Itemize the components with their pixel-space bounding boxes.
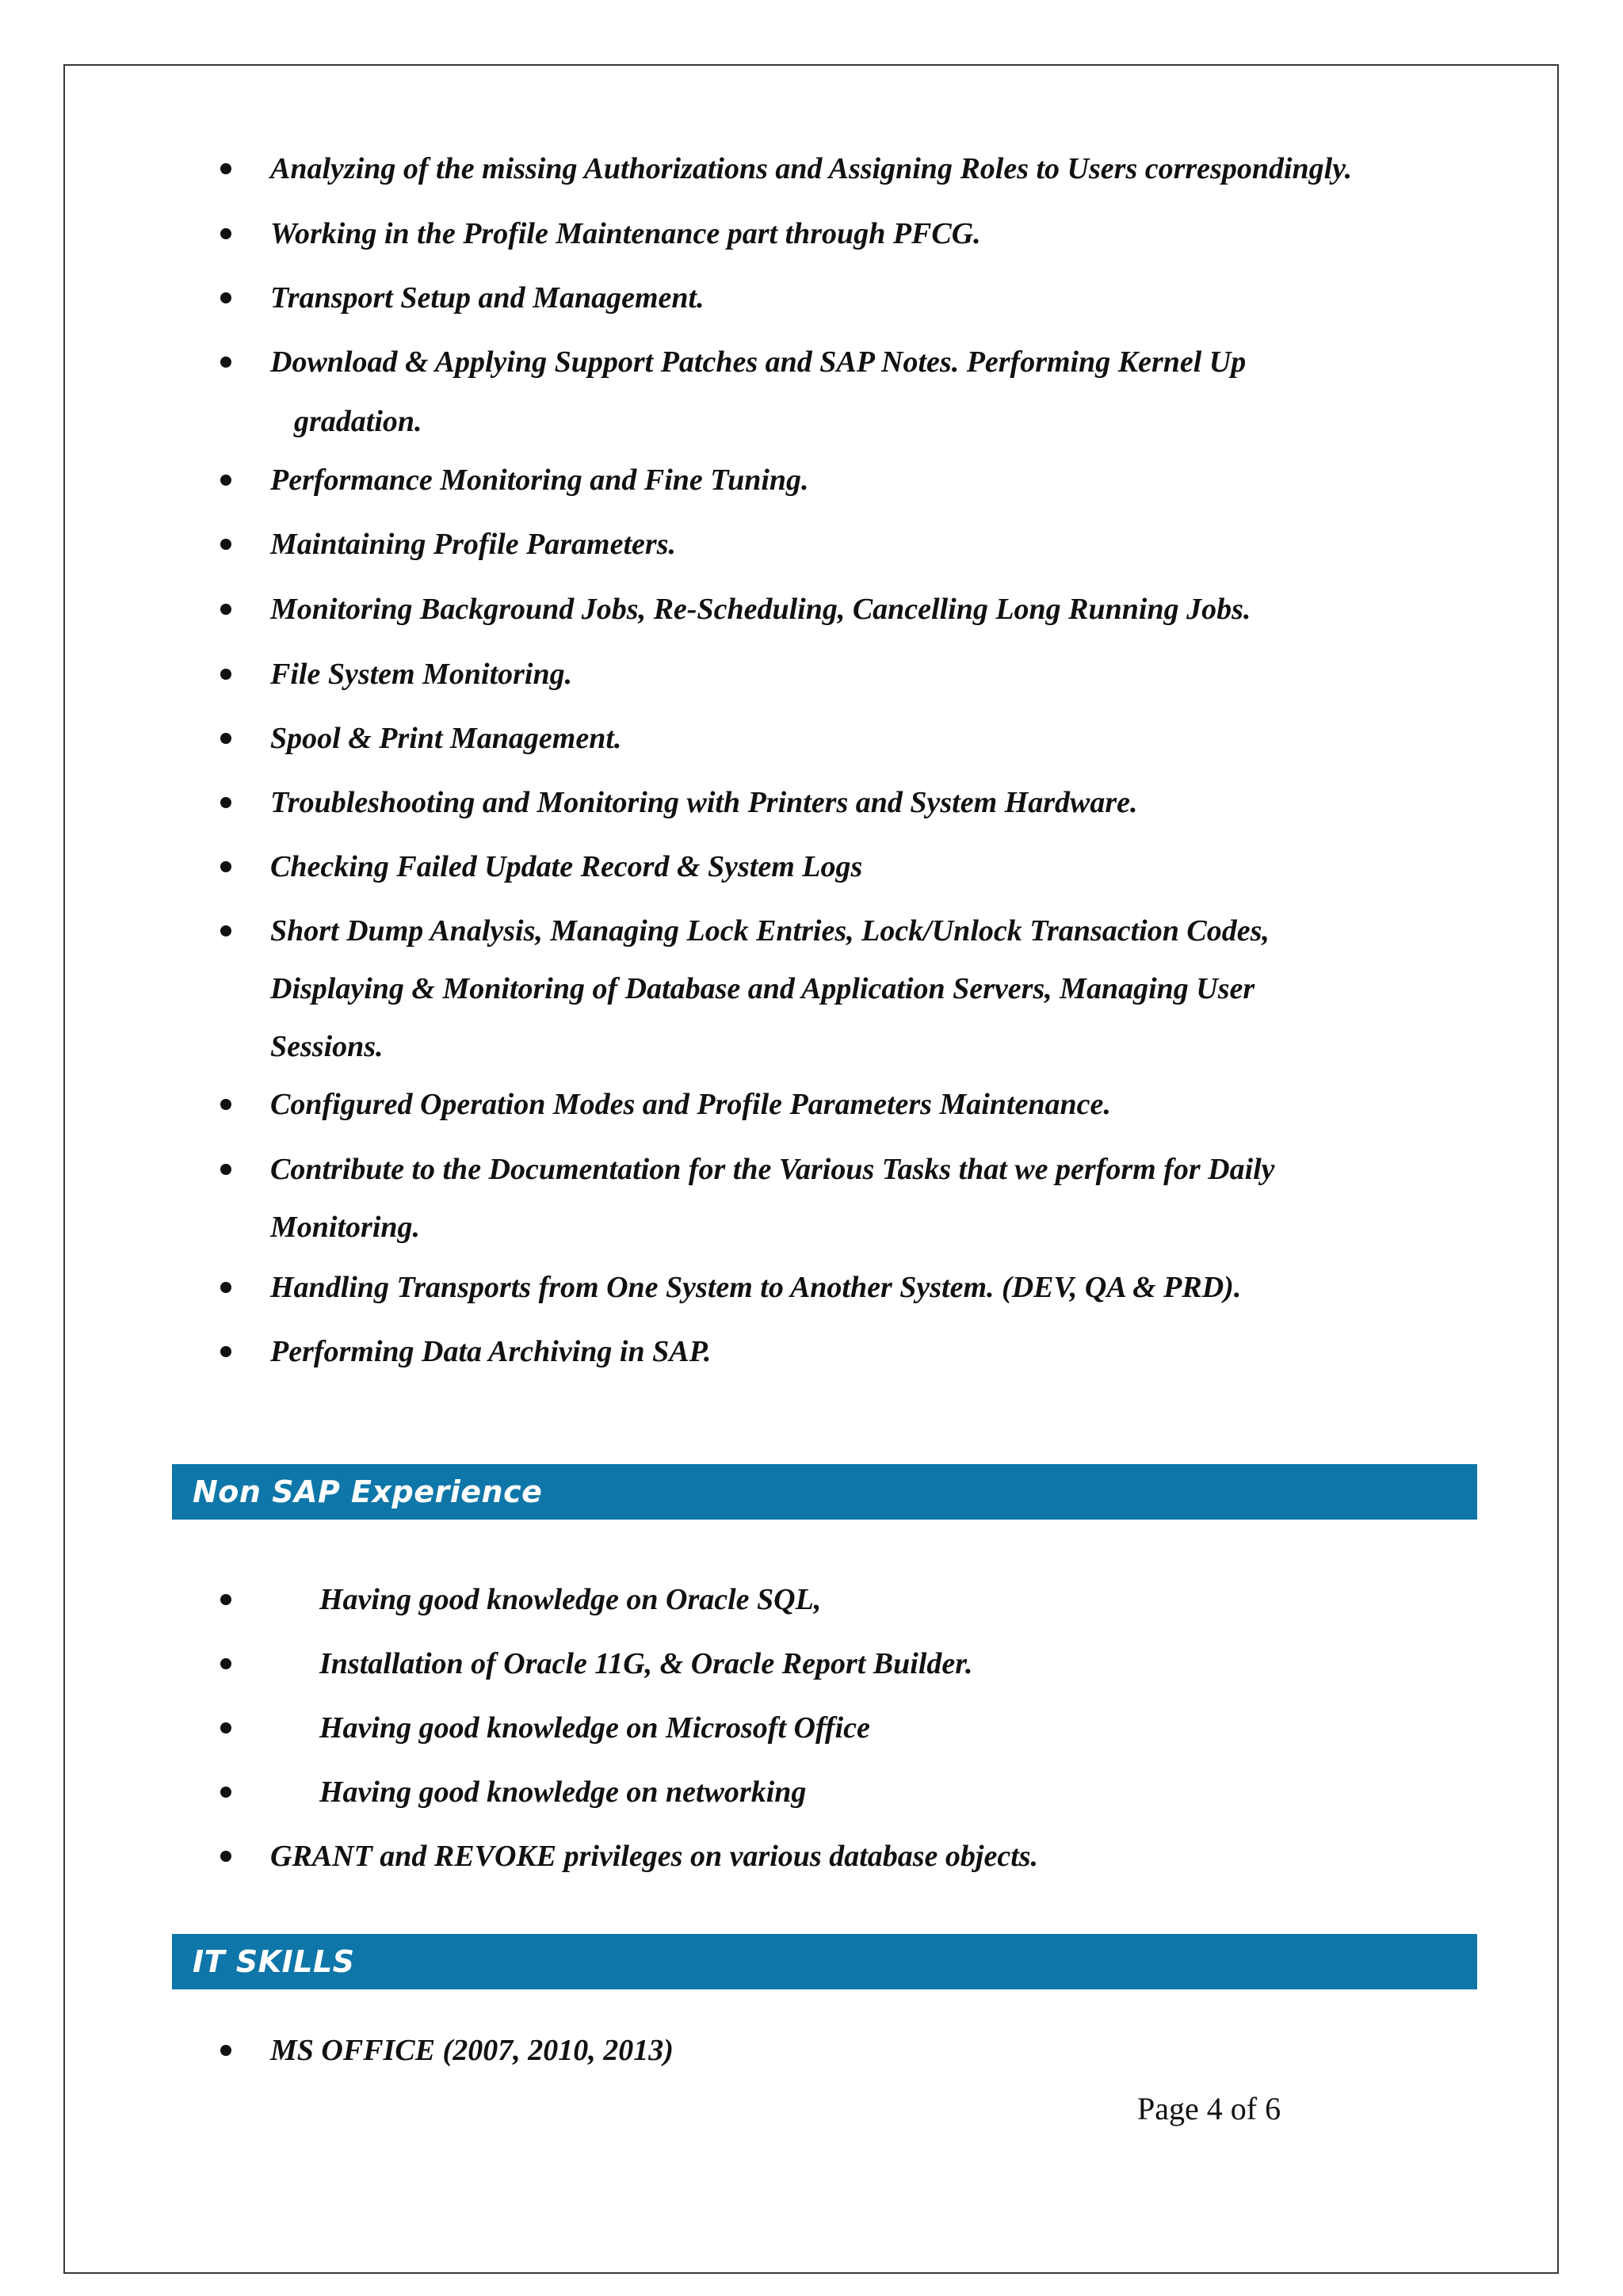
- list-item-text: Displaying & Monitoring of Database and Application Servers, Managing User: [270, 972, 1255, 1005]
- bullet-icon: [220, 539, 231, 550]
- list-item-text: Installation of Oracle 11G, & Oracle Report Builder.: [319, 1647, 973, 1680]
- bullet-icon: [220, 797, 231, 808]
- bullet-icon: [220, 357, 231, 368]
- bullet-icon: [220, 925, 231, 936]
- bullet-icon: [220, 1851, 231, 1862]
- bullet-icon: [220, 604, 231, 615]
- bullet-icon: [220, 861, 231, 872]
- list-item: [0, 1647, 1623, 1680]
- list-item-text: Maintaining Profile Parameters.: [270, 528, 676, 561]
- bullet-icon: [220, 292, 231, 303]
- list-item: [0, 152, 1623, 185]
- list-item-text: Monitoring.: [270, 1211, 421, 1244]
- list-item-text: Working in the Profile Maintenance part through PFCG.: [270, 217, 981, 250]
- list-item-text: Having good knowledge on Microsoft Office: [319, 1711, 870, 1745]
- list-item-text: File System Monitoring.: [270, 658, 573, 691]
- list-item: [0, 1153, 1623, 1244]
- list-item-text: Having good knowledge on networking: [319, 1775, 807, 1809]
- section-heading-non-sap: [172, 1464, 1477, 1520]
- bullet-icon: [220, 1787, 231, 1798]
- bullet-icon: [220, 1164, 231, 1175]
- list-item: [0, 1775, 1623, 1809]
- list-item-text: GRANT and REVOKE privileges on various database objects.: [270, 1840, 1039, 1873]
- list-item: [0, 914, 1623, 1063]
- list-item-text: Monitoring Background Jobs, Re-Scheduling, Cancelling Long Running Jobs.: [270, 593, 1251, 626]
- list-item-text: Handling Transports from One System to Another System. (DEV, QA & PRD).: [270, 1271, 1242, 1304]
- bullet-icon: [220, 1282, 231, 1293]
- list-item: [0, 528, 1623, 561]
- page-number: Page 4 of 6: [1137, 2091, 1281, 2126]
- list-item: [0, 345, 1623, 438]
- section-heading-text: IT SKILLS: [193, 1944, 355, 1979]
- section-heading-text: Non SAP Experience: [193, 1474, 543, 1509]
- list-item-text: Troubleshooting and Monitoring with Printers and System Hardware.: [270, 786, 1138, 819]
- bullet-icon: [220, 228, 231, 239]
- list-item-text: Configured Operation Modes and Profile Parameters Maintenance.: [270, 1088, 1111, 1121]
- list-item-text: MS OFFICE (2007, 2010, 2013): [270, 2034, 674, 2067]
- list-item-text: Checking Failed Update Record & System Logs: [270, 850, 863, 883]
- list-item-text: Having good knowledge on Oracle SQL,: [319, 1583, 822, 1616]
- list-item: [0, 463, 1623, 497]
- list-item-text: Performing Data Archiving in SAP.: [270, 1335, 712, 1368]
- list-item: [0, 658, 1623, 691]
- bullet-icon: [220, 1594, 231, 1605]
- section-heading-it-skills: [172, 1934, 1477, 1989]
- list-item-text: Short Dump Analysis, Managing Lock Entries, Lock/Unlock Transaction Codes,: [270, 914, 1270, 948]
- list-item-text: Download & Applying Support Patches and SAP Notes. Performing Kernel Up: [270, 345, 1247, 379]
- list-item-text: gradation.: [294, 405, 422, 438]
- list-item: [0, 1088, 1623, 1121]
- bullet-icon: [220, 163, 231, 174]
- list-item: [0, 217, 1623, 250]
- list-item: [0, 850, 1623, 883]
- list-item: [0, 2034, 1623, 2067]
- bullet-icon: [220, 1099, 231, 1110]
- list-item-text: Analyzing of the missing Authorizations and Assigning Roles to Users correspondingly.: [270, 152, 1353, 185]
- bullet-icon: [220, 1722, 231, 1733]
- list-item-text: Spool & Print Management.: [270, 722, 622, 755]
- list-item-text: Performance Monitoring and Fine Tuning.: [270, 463, 809, 497]
- list-item-text: Sessions.: [270, 1030, 384, 1063]
- list-item: [0, 593, 1623, 626]
- bullet-icon: [220, 1658, 231, 1669]
- bullet-icon: [220, 475, 231, 486]
- bullet-icon: [220, 733, 231, 744]
- bullet-icon: [220, 2045, 231, 2056]
- bullet-icon: [220, 1346, 231, 1357]
- bullet-icon: [220, 669, 231, 680]
- list-item: [0, 1271, 1623, 1304]
- list-item: [0, 1840, 1623, 1873]
- list-item: [0, 722, 1623, 755]
- list-item: [0, 281, 1623, 315]
- list-item-text: Transport Setup and Management.: [270, 281, 705, 315]
- list-item-text: Contribute to the Documentation for the Various Tasks that we perform for Daily: [270, 1153, 1275, 1186]
- list-item: [0, 1711, 1623, 1745]
